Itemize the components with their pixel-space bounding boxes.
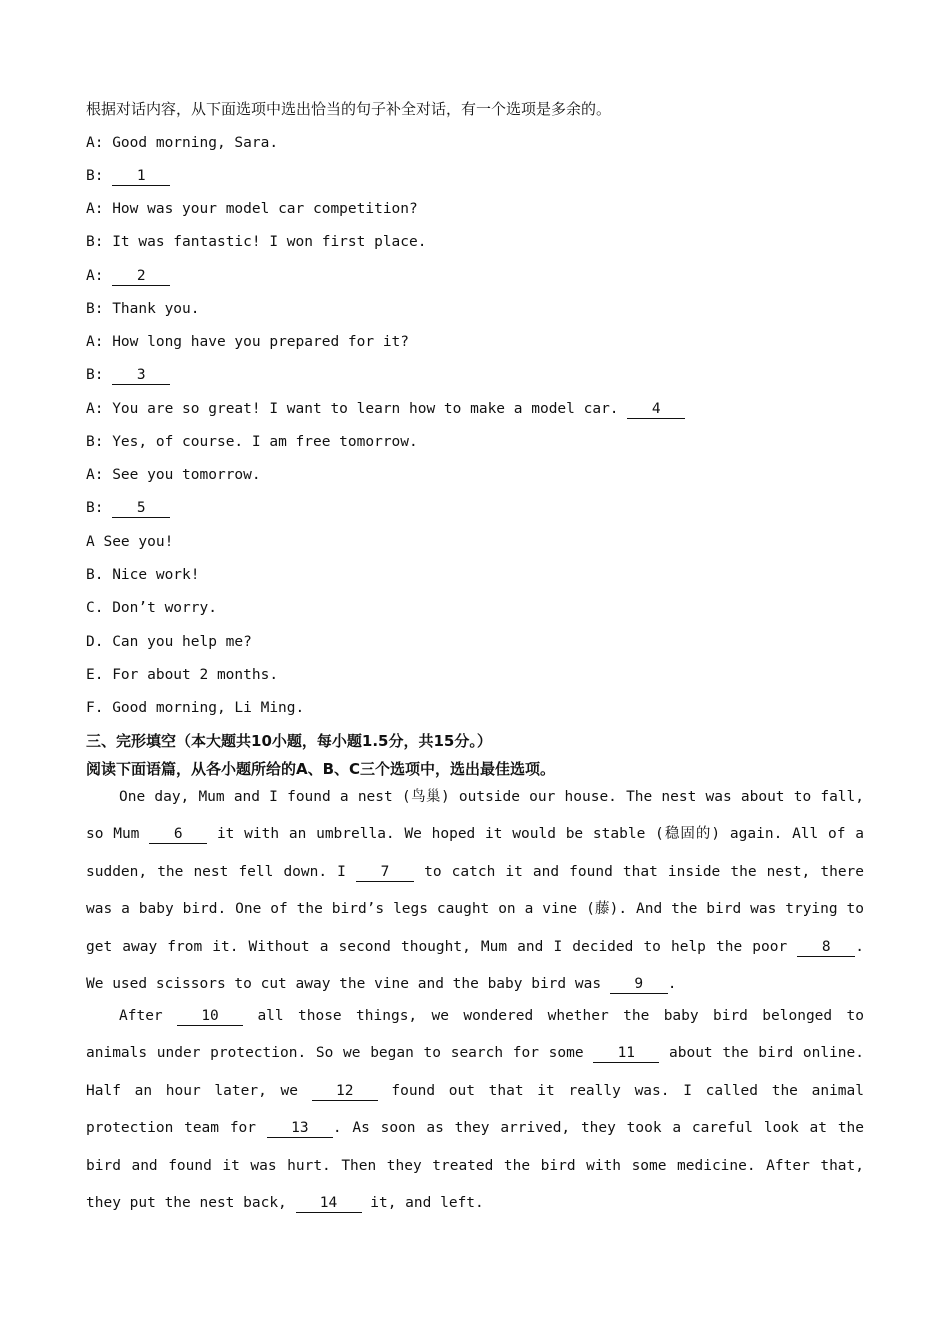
passage-text: . As soon as they arrived, they took a careful look at the bird and found it was hurt. Then they treated the bird with some medicine. After that, they put the nest back,	[86, 1120, 865, 1212]
option-d: D. Can you help me?	[86, 634, 252, 650]
dialogue-line	[86, 166, 170, 186]
speaker: A:	[86, 401, 104, 417]
blank-14[interactable]: 14	[296, 1195, 362, 1213]
speaker: A:	[86, 268, 104, 284]
speaker: B:	[86, 367, 104, 383]
dialogue-line	[86, 199, 418, 219]
speaker: B:	[86, 434, 104, 450]
option-c: C. Don’t worry.	[86, 600, 217, 616]
dialogue-text: See you tomorrow.	[112, 467, 261, 483]
speaker: A:	[86, 201, 104, 217]
passage-text: found out that it really was. I called the animal protection team for	[86, 1082, 865, 1137]
passage-text: all those things, we wondered whether the baby bird belonged to animals under protection. So we began to search for some	[86, 1008, 864, 1062]
dialogue-text: You are so great! I want to learn how to make a model car.	[112, 401, 619, 417]
option-f: F. Good morning, Li Ming.	[86, 700, 305, 716]
speaker: A:	[86, 467, 104, 483]
passage-text: One day, Mum and I found a nest (鸟巢) outside our house. The nest was about to fall, so Mum	[86, 789, 864, 843]
passage-paragraph-2	[86, 998, 864, 1222]
blank-1[interactable]: 1	[112, 168, 170, 186]
dialogue-instruction: 根据对话内容，从下面选项中选出恰当的句子补全对话，有一个选项是多余的。	[86, 100, 612, 118]
blank-5[interactable]: 5	[112, 500, 170, 518]
blank-3[interactable]: 3	[112, 367, 170, 385]
dialogue-line	[86, 365, 170, 385]
blank-11[interactable]: 11	[593, 1045, 659, 1063]
dialogue-line	[86, 299, 200, 319]
speaker: B:	[86, 168, 104, 184]
blank-12[interactable]: 12	[312, 1083, 378, 1101]
option-b: B. Nice work!	[86, 567, 200, 583]
passage-text: .	[667, 976, 677, 993]
speaker: A:	[86, 334, 104, 350]
speaker: B:	[86, 500, 104, 516]
blank-13[interactable]: 13	[267, 1120, 333, 1138]
dialogue-text: Thank you.	[112, 301, 200, 317]
blank-9[interactable]: 9	[610, 976, 668, 994]
dialogue-line	[86, 399, 685, 419]
dialogue-line	[86, 498, 170, 518]
passage-text: it with an umbrella. We hoped it would be stable (稳固的) again. All of a sudden, the nest fell down. I	[86, 826, 864, 880]
dialogue-line	[86, 332, 409, 352]
passage-text: . We used scissors to cut away the vine and the baby bird was	[86, 938, 865, 993]
blank-8[interactable]: 8	[797, 939, 855, 957]
option-a: A See you!	[86, 534, 174, 550]
dialogue-line	[86, 232, 426, 252]
option-e: E. For about 2 months.	[86, 667, 279, 683]
section-heading: 三、完形填空（本大题共10小题，每小题1.5分，共15分。）	[86, 732, 492, 750]
blank-7[interactable]: 7	[356, 864, 414, 882]
passage-text: After	[119, 1008, 163, 1024]
dialogue-line	[86, 432, 418, 452]
passage-paragraph-1	[86, 779, 864, 1003]
dialogue-text: Good morning, Sara.	[112, 135, 279, 151]
speaker: B:	[86, 301, 104, 317]
blank-10[interactable]: 10	[177, 1008, 243, 1026]
speaker: B:	[86, 234, 104, 250]
blank-2[interactable]: 2	[112, 268, 170, 286]
dialogue-text: How was your model car competition?	[112, 201, 418, 217]
passage-text: to catch it and found that inside the nest, there was a baby bird. One of the bird’s legs caught on a vine (藤). And the bird was trying to get away from it. Without a second thought, Mum and I decided to help the poor	[86, 863, 865, 955]
passage-text: it, and left.	[370, 1195, 484, 1212]
section-instruction: 阅读下面语篇，从各小题所给的A、B、C三个选项中，选出最佳选项。	[86, 760, 556, 778]
dialogue-text: Yes, of course. I am free tomorrow.	[112, 434, 418, 450]
speaker: A:	[86, 135, 104, 151]
dialogue-line	[86, 465, 261, 485]
blank-6[interactable]: 6	[149, 826, 207, 844]
dialogue-text: It was fantastic! I won first place.	[112, 234, 427, 250]
blank-4[interactable]: 4	[627, 401, 685, 419]
dialogue-text: How long have you prepared for it?	[112, 334, 410, 350]
dialogue-line	[86, 133, 278, 153]
passage-text: about the bird online. Half an hour later, we	[86, 1045, 864, 1099]
dialogue-line	[86, 266, 170, 286]
